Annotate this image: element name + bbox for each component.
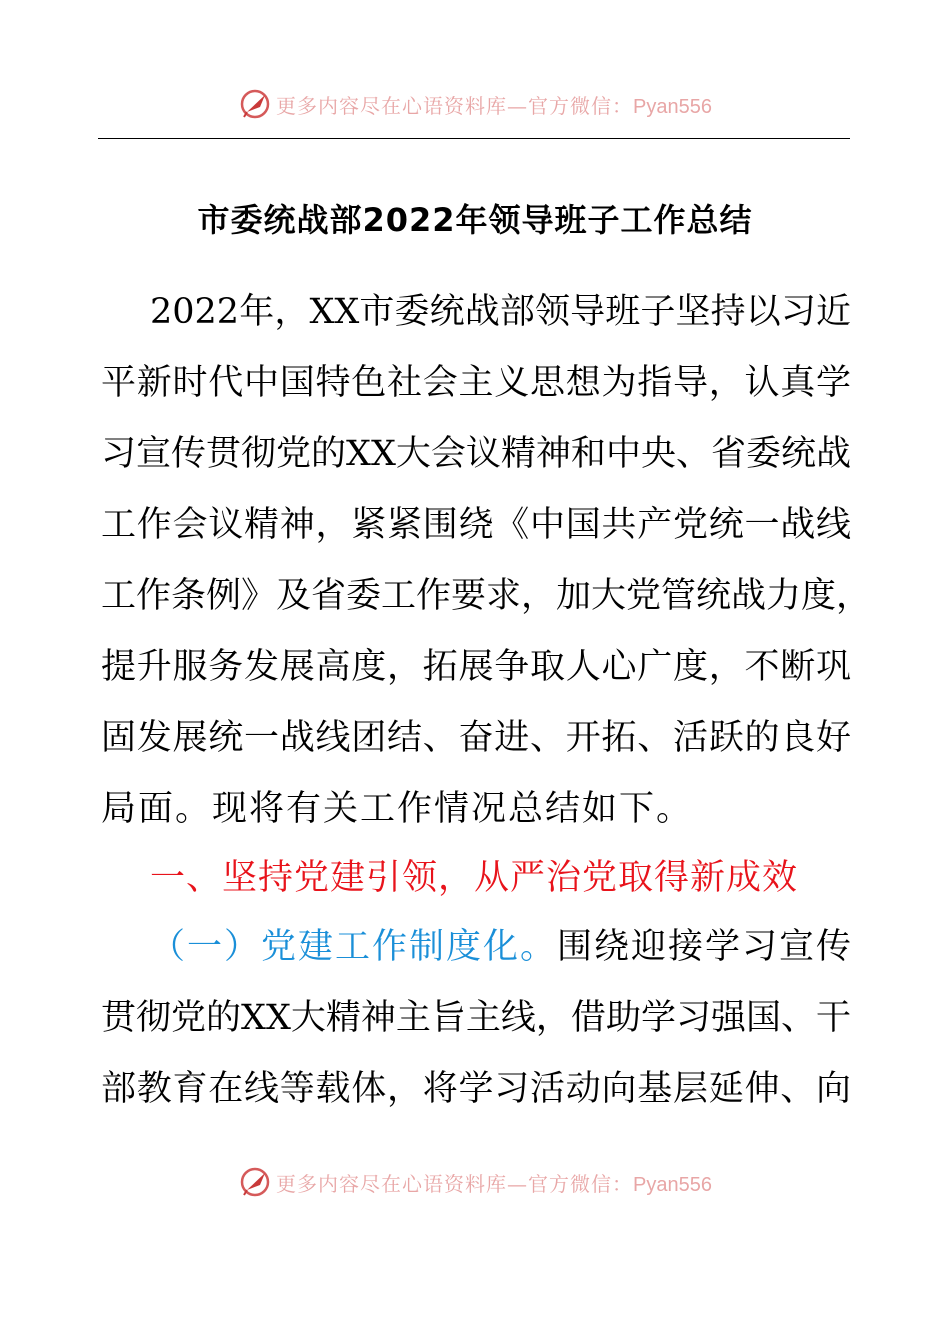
paragraph-line: 部教育在线等载体，将学习活动向基层延伸、向	[101, 1069, 851, 1109]
paragraph-line: 提升服务发展高度，拓展争取人心广度，不断巩	[101, 647, 851, 687]
banner-handle: Pyan556	[633, 95, 712, 118]
footer-banner	[0, 1162, 950, 1202]
paragraph-line: 工作会议精神，紧紧围绕《中国共产党统一战线	[101, 505, 851, 545]
paragraph-line: 平新时代中国特色社会主义思想为指导，认真学	[101, 363, 851, 403]
section-heading: 一、坚持党建引领，从严治党取得新成效	[150, 858, 799, 898]
paragraph-line: 2022年，XX市委统战部领导班子坚持以习近	[150, 292, 851, 332]
paragraph-line: 局面。现将有关工作情况总结如下。	[101, 789, 694, 829]
quill-pen-logo	[238, 1165, 272, 1199]
document-title: 市委统战部2022年领导班子工作总结	[197, 201, 753, 239]
paragraph-line: 工作条例》及省委工作要求，加大党管统战力度，	[101, 576, 872, 616]
banner-text: 更多内容尽在心语资料库—官方微信：Pyan556	[276, 93, 712, 118]
paragraph-line	[150, 921, 851, 973]
header-banner	[0, 84, 950, 124]
header-divider	[98, 138, 850, 139]
quill-pen-logo	[238, 87, 272, 121]
paragraph-line: 习宣传贯彻党的XX大会议精神和中央、省委统战	[101, 434, 851, 474]
banner-text: 更多内容尽在心语资料库—官方微信：Pyan556	[276, 1171, 712, 1196]
subsection-heading: （一）党建工作制度化。	[150, 927, 557, 967]
paragraph-line: 贯彻党的XX大精神主旨主线，借助学习强国、干	[101, 998, 851, 1038]
paragraph-line: 固发展统一战线团结、奋进、开拓、活跃的良好	[101, 718, 851, 758]
banner-handle: Pyan556	[633, 1173, 712, 1196]
paragraph-text: 围绕迎接学习宣传	[556, 927, 851, 967]
